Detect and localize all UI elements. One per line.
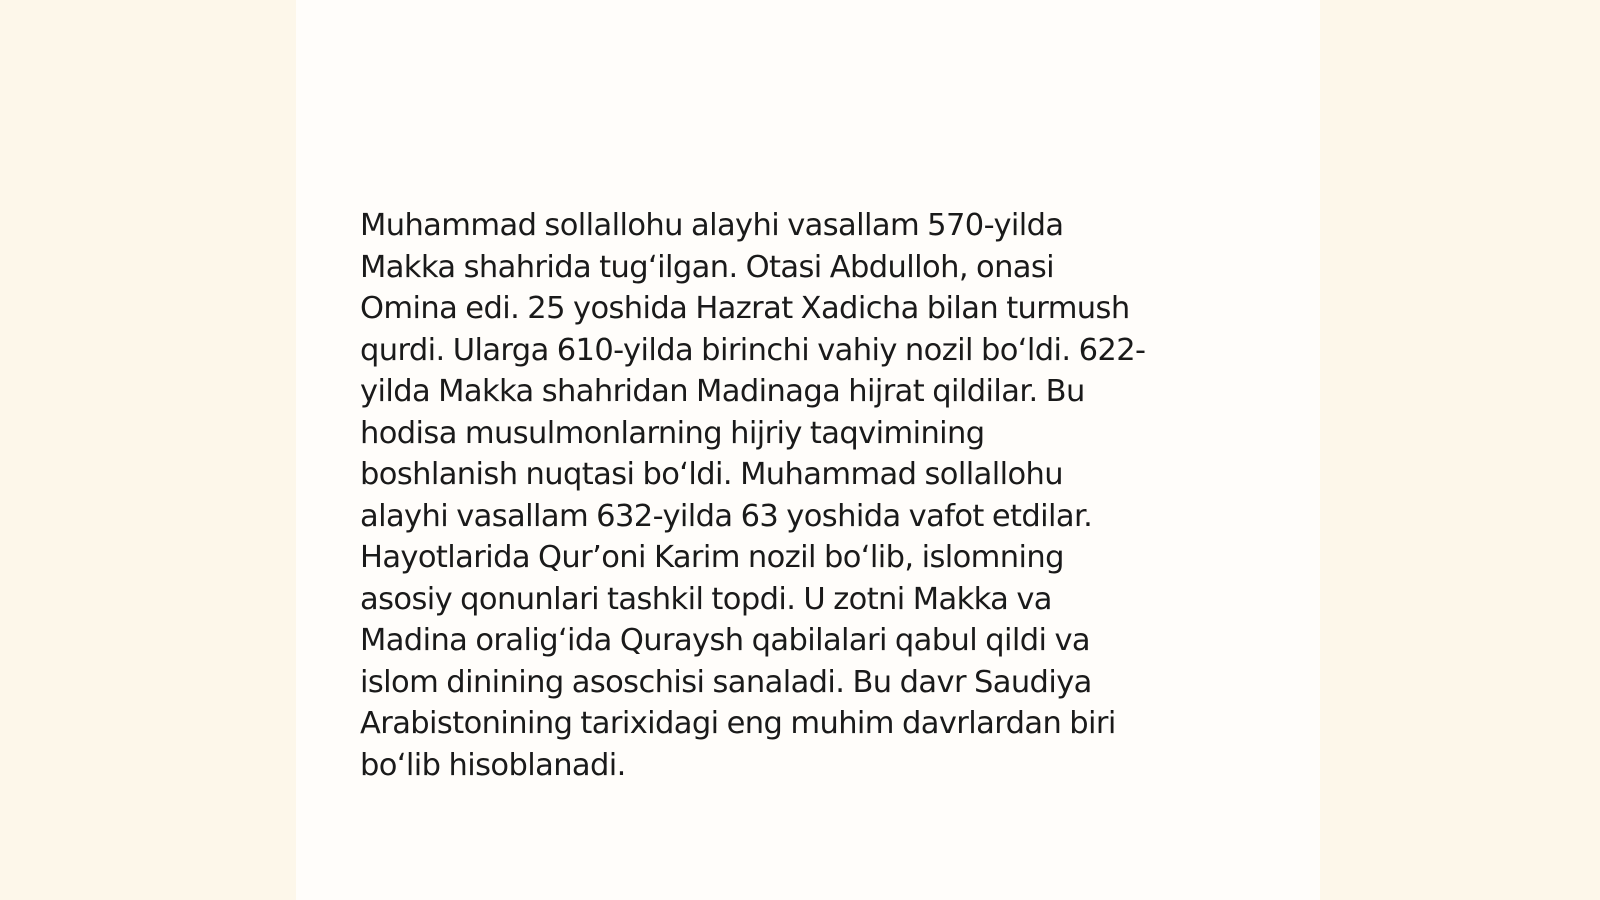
- body-text-line: Omina edi. 25 yoshida Hazrat Xadicha bilan turmush: [360, 291, 1130, 326]
- body-text-line: islom dinining asoschisi sanaladi. Bu davr Saudiya: [360, 664, 1092, 700]
- body-text-line: Muhammad sollallohu alayhi vasallam 570-yilda: [360, 208, 1064, 243]
- body-text-line: Madina oralig‘ida Quraysh qabilalari qabul qildi va: [360, 623, 1091, 658]
- body-text-line: Arabistonining tarixidagi eng muhim davrlardan biri: [360, 706, 1116, 741]
- body-text-line: Hayotlarida Qur’oni Karim nozil bo‘lib, islomning: [360, 540, 1064, 575]
- body-text-line: hodisa musulmonlarning hijriy taqvimining: [360, 415, 985, 451]
- body-text-line: alayhi vasallam 632-yilda 63 yoshida vafot etdilar.: [360, 498, 1093, 534]
- slide: [296, 0, 1320, 900]
- body-text-line: yilda Makka shahridan Madinaga hijrat qildilar. Bu: [360, 374, 1085, 409]
- body-text-line: boshlanish nuqtasi bo‘ldi. Muhammad sollallohu: [360, 457, 1063, 492]
- body-text-line: qurdi. Ularga 610-yilda birinchi vahiy nozil bo‘ldi. 622-: [360, 332, 1146, 368]
- body-text-line: Makka shahrida tug‘ilgan. Otasi Abdulloh, onasi: [360, 249, 1055, 285]
- body-text-line: bo‘lib hisoblanadi.: [360, 747, 626, 783]
- slide-body-text: [360, 205, 1240, 786]
- body-text-line: asosiy qonunlari tashkil topdi. U zotni Makka va: [360, 581, 1052, 617]
